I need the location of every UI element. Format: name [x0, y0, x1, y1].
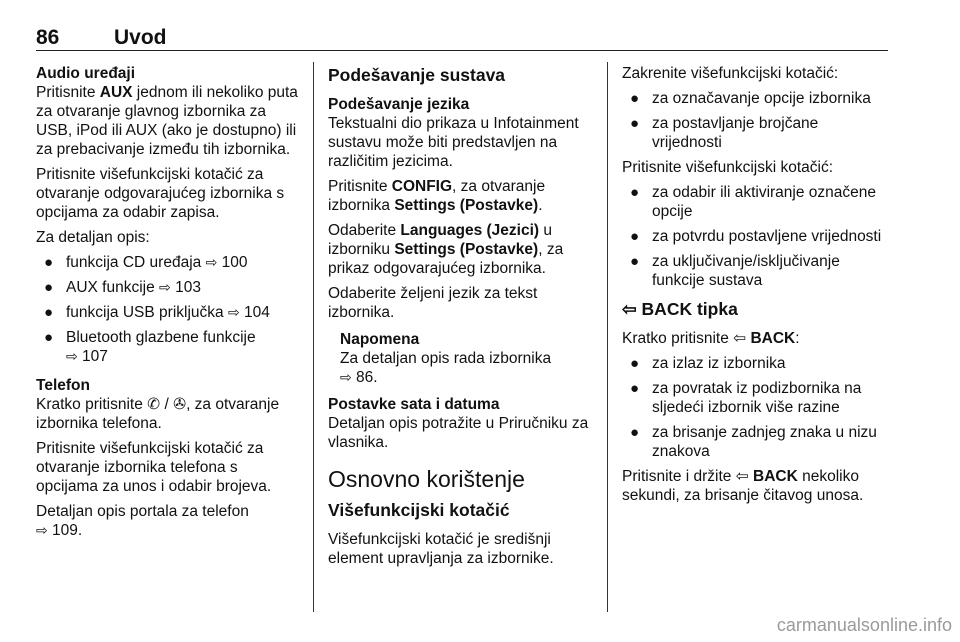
section-heading: Višefunkcijski kotačić	[328, 500, 510, 520]
column-3	[622, 64, 890, 511]
list-item: ● za postavljanje brojčane vrijednosti	[630, 115, 819, 151]
list-item: ● za označavanje opcije izbornika	[630, 90, 871, 107]
bullet-icon: ●	[630, 228, 640, 245]
watermark: carmanualsonline.info	[776, 615, 952, 635]
column-divider	[313, 62, 314, 612]
bullet-list	[622, 354, 890, 461]
arrow-reference-icon: ⇨	[227, 304, 240, 320]
page-link[interactable]: 100	[221, 254, 248, 271]
subsection-heading: Postavke sata i datuma	[328, 396, 500, 413]
section-heading: Audio uređaji	[36, 65, 136, 82]
page-header	[36, 0, 888, 51]
bullet-list	[622, 89, 890, 152]
list-item: ● za potvrdu postavljene vrijednosti	[630, 228, 882, 245]
paragraph: Pritisnite CONFIG, za otvaranje izbornika Settings (Postavke).	[328, 178, 546, 214]
paragraph: Detaljan opis portala za telefon ⇨ 109.	[36, 503, 249, 539]
back-icon: ⇦	[733, 330, 747, 347]
phone-icon: ✆	[147, 396, 161, 413]
paragraph: Kratko pritisnite ✆ / ✇, za otvaranje izbornika telefona.	[36, 396, 280, 432]
bullet-icon: ●	[630, 380, 640, 397]
page-link[interactable]: 86.	[356, 369, 378, 386]
bullet-icon: ●	[630, 184, 640, 201]
bullet-icon: ●	[630, 115, 640, 132]
list-item: ● funkcija USB priključka ⇨ 104	[44, 304, 270, 321]
bullet-icon: ●	[44, 279, 54, 296]
bullet-icon: ●	[44, 304, 54, 321]
arrow-reference-icon: ⇨	[340, 369, 352, 385]
back-icon: ⇦	[622, 299, 637, 319]
arrow-reference-icon: ⇨	[66, 348, 78, 364]
page-link[interactable]: 107	[82, 348, 108, 365]
note-text: Za detaljan opis rada izbornika	[340, 350, 552, 367]
paragraph: Pritisnite višefunkcijski kotačić za otvaranje odgovarajućeg izbornika s opcijama za odabir zapisa.	[36, 166, 285, 221]
column-1	[36, 64, 298, 546]
bullet-icon: ●	[630, 355, 640, 372]
paragraph: Višefunkcijski kotačić je središnji element upravljanja za izbornike.	[328, 531, 554, 567]
bullet-icon: ●	[630, 424, 640, 441]
bullet-icon: ●	[44, 329, 54, 346]
column-2	[328, 64, 598, 574]
list-item: ● AUX funkcije ⇨ 103	[44, 279, 201, 296]
back-icon: ⇦	[735, 468, 749, 485]
page-number: 86	[36, 26, 60, 49]
paragraph: Detaljan opis potražite u Priručniku za vlasnika.	[328, 415, 589, 451]
column-divider	[607, 62, 608, 612]
note-title: Napomena	[340, 331, 420, 348]
arrow-reference-icon: ⇨	[159, 279, 171, 295]
reference-list	[36, 253, 298, 366]
list-item: ● za brisanje zadnjeg znaka u nizu znakova	[630, 424, 877, 460]
chapter-section-heading: Osnovno korištenje	[328, 466, 525, 492]
paragraph: Pritisnite višefunkcijski kotačić:	[622, 159, 834, 176]
paragraph: Kratko pritisnite ⇦ BACK:	[622, 330, 800, 347]
page-link[interactable]: 109.	[52, 522, 83, 539]
paragraph: Zakrenite višefunkcijski kotačić:	[622, 65, 839, 82]
section-heading: Telefon	[36, 377, 90, 394]
paragraph: Pritisnite višefunkcijski kotačić za otvaranje izbornika telefona s opcijama za unos i odabir brojeva.	[36, 440, 272, 495]
bullet-icon: ●	[44, 254, 54, 271]
paragraph: Pritisnite i držite ⇦ BACK nekoliko sekundi, za brisanje čitavog unosa.	[622, 468, 864, 504]
note-box	[328, 330, 598, 387]
list-item: ● Bluetooth glazbene funkcije ⇨ 107	[44, 329, 256, 365]
bullet-list	[622, 183, 890, 290]
list-item: ● funkcija CD uređaja ⇨ 100	[44, 254, 248, 271]
arrow-reference-icon: ⇨	[36, 522, 48, 538]
list-item: ● za odabir ili aktiviranje označene opcije	[630, 184, 877, 220]
page-link[interactable]: 104	[244, 304, 270, 321]
arrow-reference-icon: ⇨	[205, 254, 218, 270]
list-item: ● za povratak iz podizbornika na sljedeći izbornik više razine	[630, 380, 862, 416]
paragraph: Tekstualni dio prikaza u Infotainment sustavu može biti predstavljen na različitim jezicima.	[328, 115, 579, 170]
section-heading: ⇦ BACK tipka	[622, 299, 738, 319]
section-heading: Podešavanje sustava	[328, 65, 506, 85]
paragraph: Pritisnite AUX jednom ili nekoliko puta za otvaranje glavnog izbornika za USB, iPod ili AUX (ako je dostupno) ili za prebacivanje između tih izbornika.	[36, 84, 298, 158]
phone-off-icon: ✇	[173, 396, 187, 413]
page-link[interactable]: 103	[175, 279, 201, 296]
bullet-icon: ●	[630, 90, 640, 107]
bullet-icon: ●	[630, 253, 640, 270]
paragraph: Odaberite Languages (Jezici) u izborniku Settings (Postavke), za prikaz odgovarajućeg izbornika.	[328, 222, 564, 277]
paragraph: Odaberite željeni jezik za tekst izbornika.	[328, 285, 538, 321]
chapter-title: Uvod	[114, 26, 167, 49]
subsection-heading: Podešavanje jezika	[328, 96, 470, 113]
paragraph: Za detaljan opis:	[36, 229, 150, 246]
list-item: ● za uključivanje/isključivanje funkcije sustava	[630, 253, 840, 289]
list-item: ● za izlaz iz izbornika	[630, 355, 786, 372]
